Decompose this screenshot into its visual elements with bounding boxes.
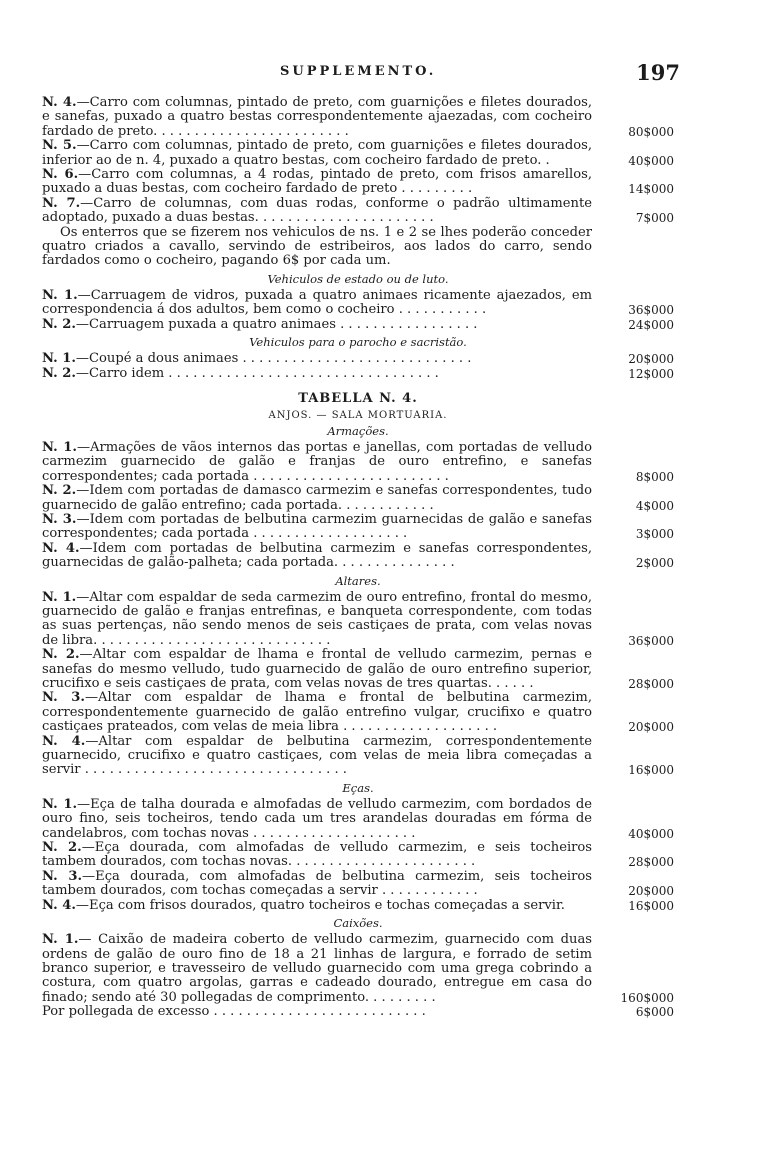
entry-text: —Armações de vãos internos das portas e janellas, com portadas de velludo carmezim guarnecido de galão e franjas de ouro entrefino, e sanefas correspondentes; cada portada . . . . . . . . . . . . . . . . . . . . . . . . [42,439,592,484]
tariff-entry [42,441,674,484]
entry-price: 4$000 [635,498,674,513]
entry-number: N. 6. [42,167,79,183]
tariff-entry [42,139,674,168]
entry-text: — Caixão de madeira coberto de velludo carmezim, guarnecido com duas ordens de galão de ouro fino de 18 a 21 linhas de largura, e forrado de setim branco superior, e travesseiro de velludo guarnecido com uma grega cobrindo a costura, com quatro argolas, garras e cadeado dourado, entregue em casa do finado; sendo até 30 pollegadas de comprimento. . . . . . . . . [42,932,592,1005]
entry-text: —Coupé a dous animaes . . . . . . . . . . . . . . . . . . . . . . . . . . . . [75,351,472,367]
entry-price: 36$000 [628,303,674,318]
entry-list-ecas [42,798,674,913]
tariff-entry [42,899,674,913]
subheading-luto: Vehiculos de estado ou de luto. [267,271,449,286]
entry-price: 3$000 [635,527,674,542]
entry-number: N. 2. [42,365,76,381]
tariff-entry [42,735,674,778]
entry-text: —Altar com espaldar de seda carmezim de ouro entrefino, frontal do mesmo, guarnecido de galão e franjas entrefinas, e banqueta correspondente, com todas as suas pertenças, não sendo menos de seis castiçaes de prata, com velas novas de libra. . . . . . . . . . . . . . . . . . . . . . . . . . . . . [42,589,592,648]
tariff-entry [42,798,674,841]
entry-number: N. 1. [42,932,79,948]
entry-number: N. 3. [42,511,77,527]
entry-number: N. 1. [42,287,78,303]
tariff-entry [42,96,674,139]
tariff-entry [42,197,674,226]
entry-number: N. 1. [42,439,77,455]
subheading-armacoes: Armações. [327,423,389,438]
entry-text: —Carro de columnas, com duas rodas, conforme o padrão ultimamente adoptado, puxado a duas bestas. . . . . . . . . . . . . . . . . . . . . . [42,195,592,226]
entry-text: —Altar com espaldar de lhama e frontal de belbutina carmezim, correspondentemente guarnecido de galão entrefino vulgar, crucifixo e quatro castiçaes prateados, com velas de meia libra . . . . . . . . . . . . . . . . . . . [42,690,592,735]
entry-number: N. 4. [42,897,76,913]
entry-number: N. 3. [42,868,83,884]
entry-price: 28$000 [628,677,674,691]
tariff-entry [42,542,674,571]
entry-number: N. 5. [42,138,77,154]
entry-text: —Carro com columnas, pintado de preto, com guarnições e filetes dourados, e sanefas, puxado a quatro bestas correspondentemente ajaezadas, com cocheiro fardado de preto. . . . . . . . . . . . . . . . . . . . . . . . [42,95,592,139]
entry-number: N. 2. [42,483,77,499]
entry-price: 20$000 [628,884,674,899]
tariff-entry-excess [42,1005,674,1019]
entry-list-altares [42,591,674,778]
entry-text: —Altar com espaldar de belbutina carmezim, correspondentemente guarnecido, crucifixo e quatro castiçaes, com velas de meia libra começadas a servir . . . . . . . . . . . . . . . . . . . . . . . . . . . . . . . . [42,733,592,778]
entry-number: N. 4. [42,95,77,110]
entry-text: —Carro com columnas, a 4 rodas, pintado de preto, com frisos amarellos, puxado a duas bestas, com cocheiro fardado de preto . . . . . . . . . [42,167,592,197]
subheading-caixoes: Caixões. [333,916,383,931]
entry-price: 7$000 [635,211,674,226]
entry-price: 36$000 [628,633,674,648]
entry-number: N. 4. [42,540,80,556]
entry-number: N. 4. [42,733,86,749]
subheading-ecas: Eças. [342,780,374,795]
tariff-entry [42,367,674,381]
entry-price: 8$000 [635,469,674,484]
entry-number: N. 1. [42,589,77,605]
entry-price: 80$000 [628,124,674,139]
entry-text: —Carro com columnas, pintado de preto, com guarnições e filetes dourados, inferior ao de n. 4, puxado a quatro bestas, com cocheiro fardado de preto. . [42,138,592,168]
entry-price: 20$000 [628,352,674,367]
entry-price: 16$000 [628,763,674,778]
entry-price: 160$000 [620,990,674,1005]
entry-price: 40$000 [628,826,674,841]
entry-price: 12$000 [628,366,674,381]
table-title: TABELLA N. 4. [298,390,418,406]
entry-number: N. 3. [42,690,85,706]
entry-text: —Carruagem puxada a quatro animaes . . . . . . . . . . . . . . . . . [75,316,478,332]
entry-number: N. 1. [42,796,78,812]
tariff-entry [42,352,674,366]
tariff-entry [42,318,674,332]
entry-list-caixoes [42,933,674,1019]
entry-text: —Eça dourada, com almofadas de belbutina carmezim, seis tocheiros tambem dourados, com tochas começadas a servir . . . . . . . . . . . . [42,868,592,899]
entry-price: 20$000 [628,720,674,735]
entry-list-armacoes [42,441,674,571]
tariff-entry [42,591,674,649]
page-number: 197 [636,60,680,85]
tariff-entry [42,870,674,899]
tariff-entry [42,168,674,197]
entry-text: —Idem com portadas de belbutina carmezim e sanefas correspondentes, guarnecidas de galão-palheta; cada portada. . . . . . . . . . . . . . . [42,540,592,571]
entry-price: 24$000 [628,317,674,332]
entry-text: Por pollegada de excesso . . . . . . . . . . . . . . . . . . . . . . . . . . [42,1004,426,1020]
entry-text: —Carro idem . . . . . . . . . . . . . . . . . . . . . . . . . . . . . . . . . [75,365,439,381]
entry-price: 28$000 [628,855,674,870]
tariff-entry [42,648,674,691]
subheading-altares: Altares. [335,573,381,588]
tariff-entry [42,691,674,734]
document-body [42,96,674,1020]
subheading-parocho: Vehiculos para o parocho e sacristão. [249,335,467,350]
entry-number: N. 7. [42,195,81,211]
entry-price: 2$000 [635,556,674,571]
tariff-entry [42,513,674,542]
note-paragraph: Os enterros que se fizerem nos vehiculos de ns. 1 e 2 se lhes poderão conceder quatro criados a cavallo, servindo de estribeiros, aos lados do carro, sendo fardados como o cocheiro, pagando 6$ por cada um. [42,224,592,269]
entry-price: 6$000 [635,1005,674,1020]
entry-number: N. 2. [42,647,80,663]
entry-text: —Eça com frisos dourados, quatro tocheiros e tochas começadas a servir. [75,897,565,913]
page-header [40,60,680,86]
tariff-entry [42,289,674,318]
entry-text: —Idem com portadas de damasco carmezim e sanefas correspondentes, tudo guarnecido de galão entrefino; cada portada. . . . . . . . . . . . [42,483,592,513]
tariff-entry [42,841,674,870]
entry-list-parocho [42,352,674,381]
entry-price: 16$000 [628,898,674,913]
tariff-entry [42,484,674,513]
entry-text: —Idem com portadas de belbutina carmezim guarnecidas de galão e sanefas correspondentes; cada portada . . . . . . . . . . . . . . . . . . . [42,511,592,542]
entry-text: —Eça dourada, com almofadas de velludo carmezim, e seis tocheiros tambem dourados, com tochas novas. . . . . . . . . . . . . . . . . . . . . . . [42,840,592,870]
entry-price: 14$000 [628,182,674,197]
entry-number: N. 2. [42,316,76,332]
tariff-entry [42,933,674,1005]
entry-list-carros [42,96,674,269]
entry-text: —Carruagem de vidros, puxada a quatro animaes ricamente ajaezados, em correspondencia á dos adultos, bem como o cocheiro . . . . . . . . . . . [42,287,592,318]
section-heading: ANJOS. — SALA MORTUARIA. [268,409,448,421]
running-title: SUPPLEMENTO. [280,64,437,79]
entry-list-luto [42,289,674,332]
entry-text: —Altar com espaldar de lhama e frontal de velludo carmezim, pernas e sanefas do mesmo velludo, tudo guarnecido de galão de ouro entrefino superior, crucifixo e seis castiçaes de prata, com velas novas de tres quartas. . . . . . [42,647,593,691]
entry-text: —Eça de talha dourada e almofadas de velludo carmezim, com bordados de ouro fino, seis tocheiros, tendo cada um tres arandelas douradas em fórma de candelabros, com tochas novas . . . . . . . . . . . . . . . . . . . . [42,796,592,841]
entry-number: N. 1. [42,351,76,367]
entry-number: N. 2. [42,840,82,856]
entry-price: 40$000 [628,153,674,168]
